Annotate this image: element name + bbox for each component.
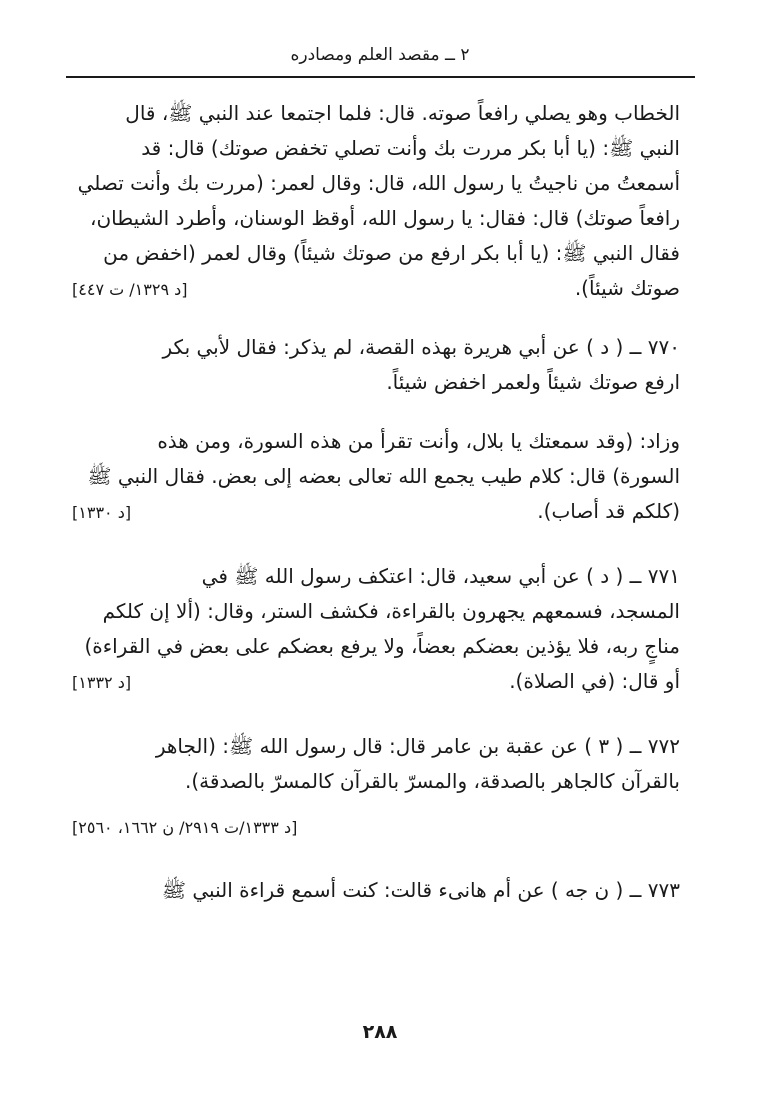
text-line: فقال النبي ﷺ: (يا أبا بكر ارفع من صوتك شيئاً) وقال لعمر (اخفض من xyxy=(103,241,680,265)
text-line: أو قال: (في الصلاة). xyxy=(509,669,680,693)
last-line-with-reference xyxy=(72,271,680,306)
text-line: رافعاً صوتك) قال: فقال: يا رسول الله، أوقظ الوسنان، وأطرد الشيطان، xyxy=(90,206,680,230)
paragraph xyxy=(72,729,680,799)
source-reference: [د ١٣٣٢] xyxy=(72,673,132,692)
text-line: ٧٧٣ ــ ( ن جه ) عن أم هانىء قالت: كنت أسمع قراءة النبي ﷺ xyxy=(161,878,680,902)
text-line: أسمعتُ من ناجيتُ يا رسول الله، قال: وقال لعمر: (مررت بك وأنت تصلي xyxy=(77,171,680,195)
text-line: الخطاب وهو يصلي رافعاً صوته. قال: فلما اجتمعا عند النبي ﷺ، قال xyxy=(125,101,680,125)
running-header: ٢ ــ مقصد العلم ومصادره xyxy=(290,45,470,65)
paragraph xyxy=(72,330,680,400)
last-line-with-reference xyxy=(72,664,680,699)
text-line: ٧٧٢ ــ ( ٣ ) عن عقبة بن عامر قال: قال رسول الله ﷺ: (الجاهر xyxy=(155,734,680,758)
page-body xyxy=(72,96,680,908)
text-line: النبي ﷺ: (يا أبا بكر مررت بك وأنت تصلي تخفض صوتك) قال: قد xyxy=(141,136,680,160)
last-line-with-reference xyxy=(72,494,680,529)
text-line: صوتك شيئاً). xyxy=(574,276,680,300)
paragraph xyxy=(72,424,680,529)
text-line: ٧٧٠ ــ ( د ) عن أبي هريرة بهذه القصة، لم يذكر: فقال لأبي بكر xyxy=(162,335,680,359)
text-line: مناجٍ ربه، فلا يؤذين بعضكم بعضاً، ولا يرفع بعضكم على بعض في القراءة) xyxy=(84,634,680,658)
source-reference: [د ١٣٣٣/ت ٢٩١٩/ ن ١٦٦٢، ٢٥٦٠] xyxy=(72,818,298,837)
text-line: (كلكم قد أصاب). xyxy=(537,499,680,523)
text-line: ٧٧١ ــ ( د ) عن أبي سعيد، قال: اعتكف رسول الله ﷺ في xyxy=(201,564,680,588)
source-reference: [د ١٣٣٠] xyxy=(72,503,132,522)
header-rule xyxy=(66,76,695,78)
text-line: المسجد، فسمعهم يجهرون بالقراءة، فكشف الستر، وقال: (ألا إن كلكم xyxy=(102,599,680,623)
paragraph xyxy=(72,873,680,908)
paragraph xyxy=(72,96,680,306)
text-line: وزاد: (وقد سمعتك يا بلال، وأنت تقرأ من هذه السورة، ومن هذه xyxy=(157,429,680,453)
page-number: ٢٨٨ xyxy=(362,1021,398,1043)
text-line: ارفع صوتك شيئاً ولعمر اخفض شيئاً. xyxy=(386,370,680,394)
text-line: بالقرآن كالجاهر بالصدقة، والمسرّ بالقرآن كالمسرّ بالصدقة). xyxy=(184,769,680,793)
source-reference: [د ١٣٢٩/ ت ٤٤٧] xyxy=(72,280,188,299)
paragraph xyxy=(72,559,680,699)
text-line: السورة) قال: كلام طيب يجمع الله تعالى بعضه إلى بعض. فقال النبي ﷺ xyxy=(87,464,680,488)
